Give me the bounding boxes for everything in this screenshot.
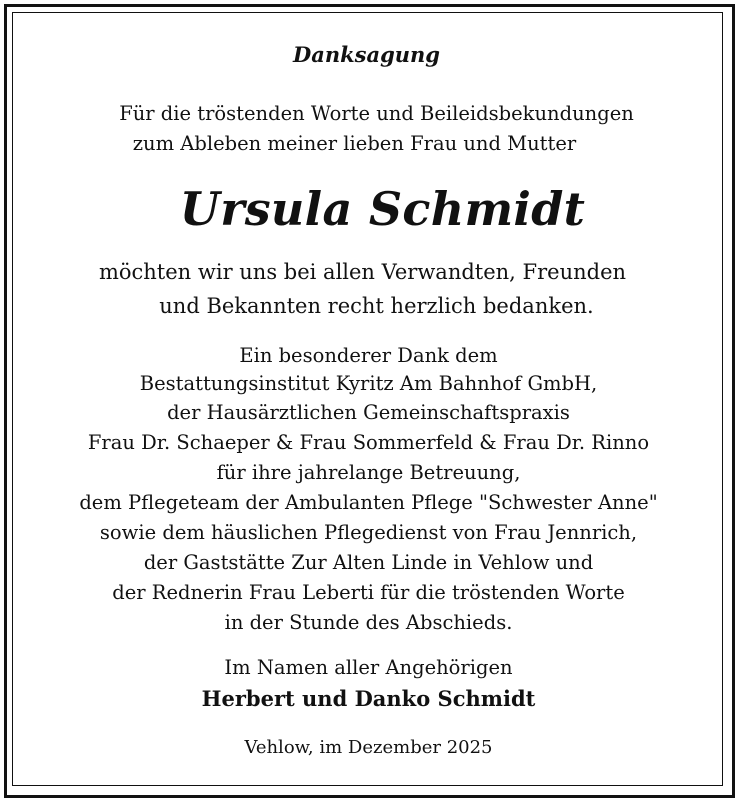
intro-line-1: Für die tröstenden Worte und Beileidsbekundungen — [119, 102, 634, 125]
special-thanks-line-5: für ihre jahrelange Betreuung, — [216, 461, 521, 484]
special-thanks-line-9: der Rednerin Frau Leberti für die tröstenden Worte — [112, 581, 625, 604]
thanks-line-1: möchten wir uns bei allen Verwandten, Freunden — [98, 260, 627, 284]
special-thanks-line-10: in der Stunde des Abschieds. — [224, 611, 513, 634]
thanks-line-2: und Bekannten recht herzlich bedanken. — [159, 294, 594, 318]
deceased-name: Ursula Schmidt — [179, 182, 586, 236]
special-thanks-line-7: sowie dem häuslichen Pflegedienst von Frau Jennrich, — [99, 521, 638, 544]
signers: Herbert und Danko Schmidt — [201, 686, 536, 711]
special-thanks-line-3: der Hausärztlichen Gemeinschaftspraxis — [167, 401, 570, 424]
special-thanks-line-1: Ein besonderer Dank dem — [239, 344, 498, 367]
place-date: Vehlow, im Dezember 2025 — [244, 737, 493, 758]
notice-heading: Danksagung — [293, 42, 440, 67]
special-thanks-line-8: der Gaststätte Zur Alten Linde in Vehlow und — [143, 551, 594, 574]
special-thanks-line-2: Bestattungsinstitut Kyritz Am Bahnhof GmbH, — [139, 372, 598, 395]
on-behalf-line: Im Namen aller Angehörigen — [224, 656, 513, 679]
intro-line-2: zum Ableben meiner lieben Frau und Mutter — [132, 132, 577, 155]
special-thanks-line-4: Frau Dr. Schaeper & Frau Sommerfeld & Frau Dr. Rinno — [87, 431, 650, 454]
special-thanks-line-6: dem Pflegeteam der Ambulanten Pflege "Schwester Anne" — [79, 491, 658, 514]
